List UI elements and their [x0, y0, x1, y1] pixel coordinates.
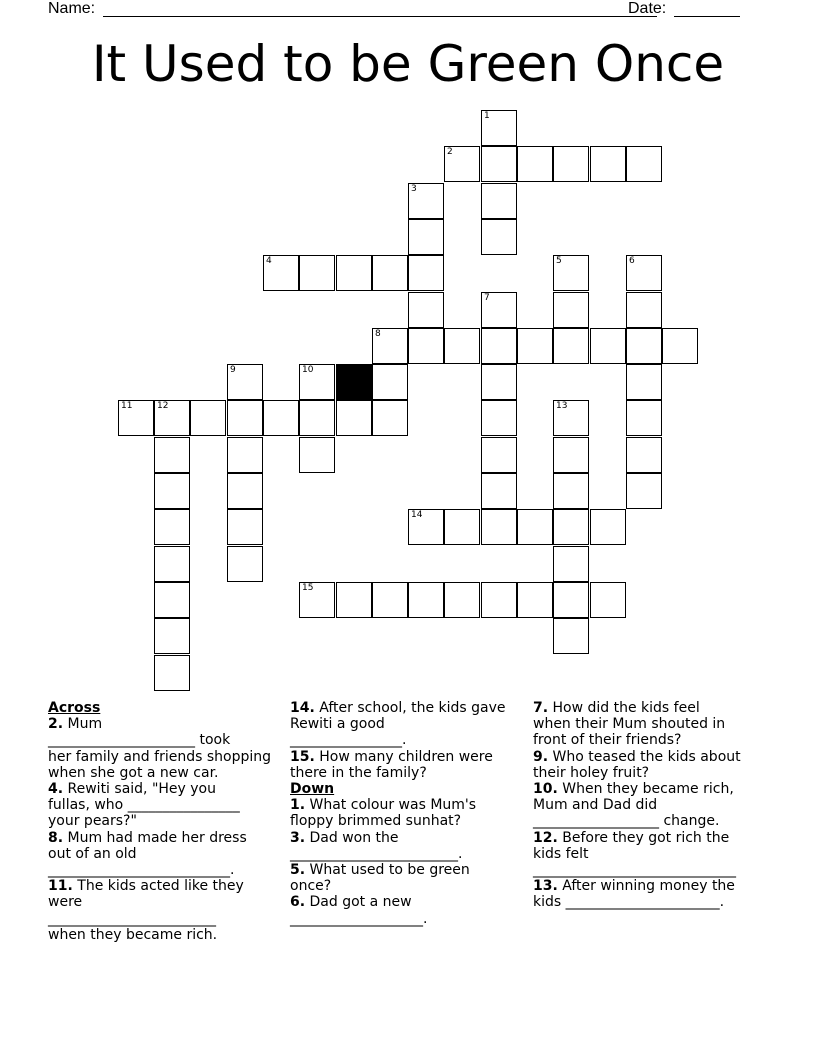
- crossword-cell[interactable]: [626, 400, 662, 436]
- crossword-cell[interactable]: [227, 364, 263, 400]
- clue-text: floppy brimmed sunhat?: [290, 813, 462, 830]
- crossword-cell[interactable]: [154, 400, 190, 436]
- crossword-cell[interactable]: [227, 509, 263, 545]
- clue-text: when their Mum shouted in: [533, 716, 726, 733]
- clue-number: 11: [121, 401, 133, 411]
- crossword-cell[interactable]: [517, 328, 553, 364]
- crossword-cell[interactable]: [408, 183, 444, 219]
- clue-number: 8: [375, 329, 381, 339]
- clue-item: [290, 862, 522, 894]
- clue-text: Mum: [63, 716, 103, 733]
- section-heading: Across: [48, 700, 101, 716]
- crossword-cell[interactable]: [118, 400, 154, 436]
- section-heading: Down: [290, 781, 335, 798]
- clue-text: once?: [290, 878, 332, 895]
- clue-item: [290, 894, 522, 926]
- crossword-cell[interactable]: [590, 328, 626, 364]
- crossword-cell[interactable]: [481, 400, 517, 436]
- crossword-cell[interactable]: [154, 509, 190, 545]
- clue-number: 2: [447, 147, 453, 157]
- page-title: It Used to be Green Once: [91, 35, 725, 93]
- clue-text: were: [48, 894, 83, 911]
- crossword-cell[interactable]: [553, 509, 589, 545]
- clue-item: [48, 781, 280, 830]
- clue-text: Who teased the kids about: [548, 748, 741, 765]
- crossword-cell[interactable]: [626, 437, 662, 473]
- clue-item: [290, 700, 522, 749]
- clue-number: 6: [629, 256, 635, 266]
- crossword-cell[interactable]: [154, 655, 190, 691]
- clue-number: 5: [556, 256, 562, 266]
- clue-number-label: 1.: [290, 797, 306, 814]
- clue-number-label: 5.: [290, 862, 306, 879]
- clue-text: ___________________.: [290, 910, 428, 927]
- clue-number-label: 3.: [290, 829, 306, 846]
- crossword-cell[interactable]: [481, 328, 517, 364]
- clue-text: her family and friends shopping: [48, 748, 271, 765]
- crossword-cell[interactable]: [372, 328, 408, 364]
- crossword-cell[interactable]: [481, 110, 517, 146]
- crossword-cell[interactable]: [553, 437, 589, 473]
- crossword-cell[interactable]: [517, 509, 553, 545]
- clue-text: After school, the kids gave: [314, 700, 506, 716]
- name-label: Name:: [48, 0, 96, 17]
- crossword-cell[interactable]: [481, 437, 517, 473]
- crossword-cell[interactable]: [553, 473, 589, 509]
- clue-item: [290, 749, 522, 781]
- crossword-cell[interactable]: [408, 509, 444, 545]
- clue-number-label: 15.: [290, 748, 315, 765]
- crossword-cell[interactable]: [190, 400, 226, 436]
- crossword-cell[interactable]: [299, 364, 335, 400]
- crossword-cell[interactable]: [154, 437, 190, 473]
- clue-number: 1: [484, 111, 490, 121]
- clue-number-label: 6.: [290, 894, 306, 911]
- crossword-cell[interactable]: [553, 546, 589, 582]
- clue-number: 9: [230, 365, 236, 375]
- clue-text: their holey fruit?: [533, 764, 650, 781]
- crossword-cell[interactable]: [626, 146, 662, 182]
- clue-number-label: 11.: [48, 878, 73, 895]
- crossword-cell[interactable]: [517, 146, 553, 182]
- clue-text: ________________________: [48, 910, 216, 927]
- clue-number-label: 12.: [533, 829, 558, 846]
- crossword-cell[interactable]: [336, 255, 372, 291]
- crossword-cell[interactable]: [227, 473, 263, 509]
- clue-number-label: 14.: [290, 700, 315, 716]
- clue-number: 7: [484, 293, 490, 303]
- clue-item: [48, 716, 280, 781]
- clue-text: Rewiti said, "Hey you: [63, 781, 216, 798]
- clue-number: 10: [302, 365, 314, 375]
- clue-text: When they became rich,: [557, 781, 734, 798]
- clue-number-label: 2.: [48, 716, 64, 733]
- clue-text: fullas, who ________________: [48, 797, 240, 814]
- crossword-cell[interactable]: [154, 582, 190, 618]
- crossword-cell[interactable]: [626, 473, 662, 509]
- crossword-cell[interactable]: [408, 219, 444, 255]
- clue-number: 14: [411, 510, 423, 520]
- clue-text: ________________.: [290, 732, 407, 749]
- crossword-cell[interactable]: [227, 546, 263, 582]
- clue-text: How did the kids feel: [548, 700, 700, 716]
- clue-text: ________________________.: [290, 845, 463, 862]
- crossword-cell[interactable]: [263, 400, 299, 436]
- clue-text: _____________________ took: [48, 732, 231, 749]
- crossword-cell[interactable]: [263, 255, 299, 291]
- crossword-cell[interactable]: [154, 618, 190, 654]
- clue-text: when she got a new car.: [48, 764, 219, 781]
- clue-number-label: 4.: [48, 781, 64, 798]
- date-label: Date:: [628, 0, 667, 17]
- crossword-cell[interactable]: [408, 255, 444, 291]
- clue-item: [533, 878, 773, 910]
- crossword-cell[interactable]: [626, 255, 662, 291]
- crossword-cell[interactable]: [553, 618, 589, 654]
- crossword-cell[interactable]: [408, 292, 444, 328]
- crossword-cell[interactable]: [372, 364, 408, 400]
- crossword-cell[interactable]: [372, 582, 408, 618]
- crossword-cell[interactable]: [553, 582, 589, 618]
- crossword-cell[interactable]: [227, 437, 263, 473]
- crossword-cell[interactable]: [662, 328, 698, 364]
- black-square: [336, 364, 372, 400]
- clue-text: there in the family?: [290, 764, 427, 781]
- crossword-cell[interactable]: [227, 400, 263, 436]
- crossword-cell[interactable]: [299, 437, 335, 473]
- clue-text: out of an old: [48, 845, 137, 862]
- clue-text: _____________________________: [533, 862, 736, 879]
- clue-item: [290, 797, 522, 829]
- clue-number-label: 8.: [48, 829, 64, 846]
- crossword-cell[interactable]: [481, 364, 517, 400]
- clue-number: 13: [556, 401, 568, 411]
- clue-text: when they became rich.: [48, 926, 218, 943]
- crossword-cell[interactable]: [590, 146, 626, 182]
- crossword-cell[interactable]: [481, 146, 517, 182]
- clue-number: 15: [302, 583, 314, 593]
- crossword-cell[interactable]: [553, 328, 589, 364]
- clue-text: Dad got a new: [305, 894, 412, 911]
- clue-text: __________________________.: [48, 862, 235, 879]
- clue-text: Mum had made her dress: [63, 829, 247, 846]
- crossword-cell[interactable]: [481, 509, 517, 545]
- crossword-cell[interactable]: [336, 582, 372, 618]
- clue-number: 4: [266, 256, 272, 266]
- crossword-cell[interactable]: [553, 255, 589, 291]
- crossword-cell[interactable]: [590, 509, 626, 545]
- clue-text: Before they got rich the: [557, 829, 730, 846]
- crossword-cell[interactable]: [372, 255, 408, 291]
- crossword-cell[interactable]: [444, 146, 480, 182]
- crossword-cell[interactable]: [553, 146, 589, 182]
- clue-number-label: 9.: [533, 748, 549, 765]
- crossword-cell[interactable]: [553, 292, 589, 328]
- clue-text: Dad won the: [305, 829, 399, 846]
- clue-number-label: 7.: [533, 700, 549, 716]
- crossword-cell[interactable]: [336, 400, 372, 436]
- crossword-cell[interactable]: [626, 292, 662, 328]
- crossword-cell[interactable]: [444, 582, 480, 618]
- clue-text: kids felt: [533, 845, 589, 862]
- crossword-cell[interactable]: [626, 364, 662, 400]
- crossword-cell[interactable]: [408, 328, 444, 364]
- crossword-cell[interactable]: [481, 219, 517, 255]
- clue-item: [290, 830, 522, 862]
- clue-text: After winning money the: [557, 878, 735, 895]
- crossword-cell[interactable]: [626, 328, 662, 364]
- clue-item: [48, 830, 280, 879]
- crossword-cell[interactable]: [481, 292, 517, 328]
- clue-item: [533, 749, 773, 781]
- clue-column-1: [48, 700, 280, 943]
- crossword-cell[interactable]: [481, 473, 517, 509]
- clue-number: 3: [411, 184, 417, 194]
- clue-number-label: 10.: [533, 781, 558, 798]
- clue-text: The kids acted like they: [72, 878, 244, 895]
- clue-text: __________________ change.: [533, 813, 720, 830]
- crossword-cell[interactable]: [299, 400, 335, 436]
- clue-item: [533, 830, 773, 879]
- clue-text: kids ______________________.: [533, 894, 725, 911]
- crossword-cell[interactable]: [590, 582, 626, 618]
- crossword-cell[interactable]: [481, 183, 517, 219]
- crossword-cell[interactable]: [299, 582, 335, 618]
- clue-text: Mum and Dad did: [533, 797, 658, 814]
- clue-column-2: [290, 700, 522, 927]
- clue-item: [48, 878, 280, 943]
- clue-text: Rewiti a good: [290, 716, 385, 733]
- crossword-cell[interactable]: [154, 473, 190, 509]
- clue-item: [533, 781, 773, 830]
- crossword-cell[interactable]: [444, 328, 480, 364]
- clue-column-3: [533, 700, 773, 911]
- clue-number: 12: [157, 401, 169, 411]
- crossword-cell[interactable]: [444, 509, 480, 545]
- clue-text: What used to be green: [305, 862, 470, 879]
- crossword-cell[interactable]: [299, 255, 335, 291]
- clue-text: How many children were: [314, 748, 493, 765]
- crossword-cell[interactable]: [408, 582, 444, 618]
- crossword-cell[interactable]: [481, 582, 517, 618]
- clue-text: What colour was Mum's: [305, 797, 477, 814]
- crossword-cell[interactable]: [372, 400, 408, 436]
- crossword-cell[interactable]: [553, 400, 589, 436]
- clue-text: your pears?": [48, 813, 137, 830]
- crossword-cell[interactable]: [154, 546, 190, 582]
- clue-number-label: 13.: [533, 878, 558, 895]
- clue-item: [533, 700, 773, 749]
- clue-text: front of their friends?: [533, 732, 682, 749]
- crossword-cell[interactable]: [517, 582, 553, 618]
